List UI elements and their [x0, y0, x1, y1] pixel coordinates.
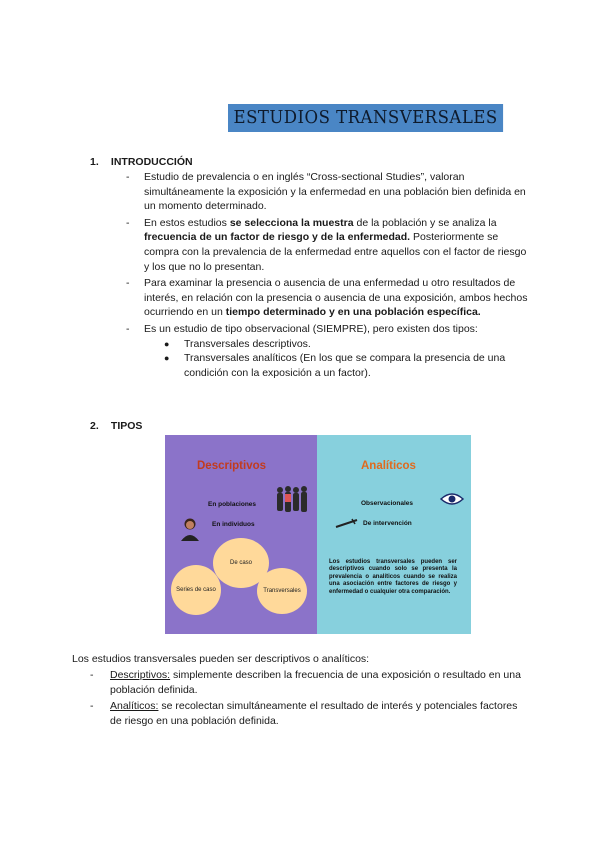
- label-de-intervencion: De intervención: [363, 520, 412, 527]
- intro-bullet-list: [126, 170, 531, 382]
- intro-bullet: [126, 322, 531, 380]
- document-title: ESTUDIOS TRANSVERSALES: [228, 104, 503, 132]
- label-en-poblaciones: En poblaciones: [208, 501, 257, 508]
- bullet-text: Es un estudio de tipo observacional (SIEMPRE), pero existen dos tipos:: [144, 322, 478, 335]
- summary-term: Descriptivos:: [110, 669, 171, 681]
- types-infographic: [165, 435, 471, 634]
- section-title: TIPOS: [110, 420, 143, 432]
- summary-bullet: [90, 699, 530, 728]
- descriptivos-panel: [165, 435, 317, 634]
- summary-text: simplemente describen la frecuencia de una exposición o resultado en una población definida.: [110, 669, 521, 696]
- individual-person-icon: [179, 517, 201, 541]
- section-heading-introduccion: [90, 156, 193, 168]
- summary-intro: Los estudios transversales pueden ser descriptivos o analíticos:: [72, 653, 370, 665]
- label-observacionales: Observacionales: [361, 500, 414, 507]
- descriptivos-title: Descriptivos: [197, 460, 267, 472]
- summary-text: se recolectan simultáneamente el resultado de interés y potenciales factores de riesgo en una población definida.: [110, 700, 518, 727]
- sub-bullet-text: Transversales descriptivos.: [184, 337, 311, 350]
- label-en-individuos: En individuos: [212, 521, 255, 528]
- intro-bullet: [126, 276, 531, 320]
- analiticos-title: Analíticos: [361, 460, 416, 472]
- circle-transversales: Transversales: [257, 568, 307, 614]
- summary-bullet: [90, 668, 530, 697]
- bullet-dot-icon: ●: [164, 353, 170, 364]
- circle-series-de-caso: Series de caso: [171, 565, 221, 615]
- section-number: 1.: [90, 156, 99, 168]
- summary-bullet-list: [90, 668, 530, 730]
- bullet-dash: -: [126, 171, 130, 183]
- bold-text: tiempo determinado y en una población específica.: [225, 306, 481, 319]
- sub-bullet-text: Transversales analíticos (En los que se compara la presencia de una condición con la exposición a un factor).: [184, 352, 506, 379]
- section-title: INTRODUCCIÓN: [110, 156, 193, 168]
- syringe-icon: [335, 518, 359, 528]
- bullet-dot-icon: ●: [164, 338, 170, 349]
- bullet-text: Para examinar la presencia o ausencia de una enfermedad u otro resultados de interés, en relación con la presencia o ausencia de una exposición, ambos hechos ocurriendo en un: [144, 277, 528, 319]
- bullet-text: En estos estudios: [144, 216, 230, 229]
- group-of-people-icon: [275, 485, 311, 515]
- bold-text: se selecciona la muestra: [229, 216, 354, 229]
- bullet-text: de la población y se analiza la: [353, 216, 497, 229]
- title-banner: [228, 104, 527, 132]
- bullet-text: Posteriormente se compra con la prevalencia de la enfermedad entre aquellos con el factor de riesgo y los que no lo presentan.: [144, 231, 527, 273]
- analiticos-description: Los estudios transversales pueden ser descriptivos cuando solo se presenta la prevalencia o analíticos cuando se realiza una asociación entre factores de riesgo y enfermedad o cualquier otra comparación.: [329, 559, 457, 595]
- circle-de-caso: De caso: [213, 538, 269, 588]
- section-heading-tipos: [90, 420, 142, 432]
- intro-bullet: [126, 170, 531, 214]
- bullet-dash: -: [126, 277, 130, 290]
- intro-bullet: [126, 216, 531, 274]
- sub-bullet-list: [144, 337, 531, 381]
- bullet-text: Estudio de prevalencia o en inglés “Cross-sectional Studies”, valoran simultáneamente la exposición y la enfermedad en una población bien definida en un momento determinado.: [144, 171, 526, 213]
- analiticos-panel: [317, 435, 471, 634]
- eye-icon: [440, 492, 464, 506]
- section-number: 2.: [90, 420, 99, 432]
- summary-term: Analíticos:: [110, 700, 159, 713]
- sub-bullet: [164, 337, 531, 352]
- bullet-dash: -: [126, 322, 130, 335]
- bullet-dash: -: [90, 669, 94, 681]
- bullet-dash: -: [90, 700, 94, 713]
- bold-text: frecuencia de un factor de riesgo y de la enfermedad.: [144, 231, 411, 244]
- sub-bullet: [164, 351, 531, 380]
- bullet-dash: -: [126, 216, 130, 229]
